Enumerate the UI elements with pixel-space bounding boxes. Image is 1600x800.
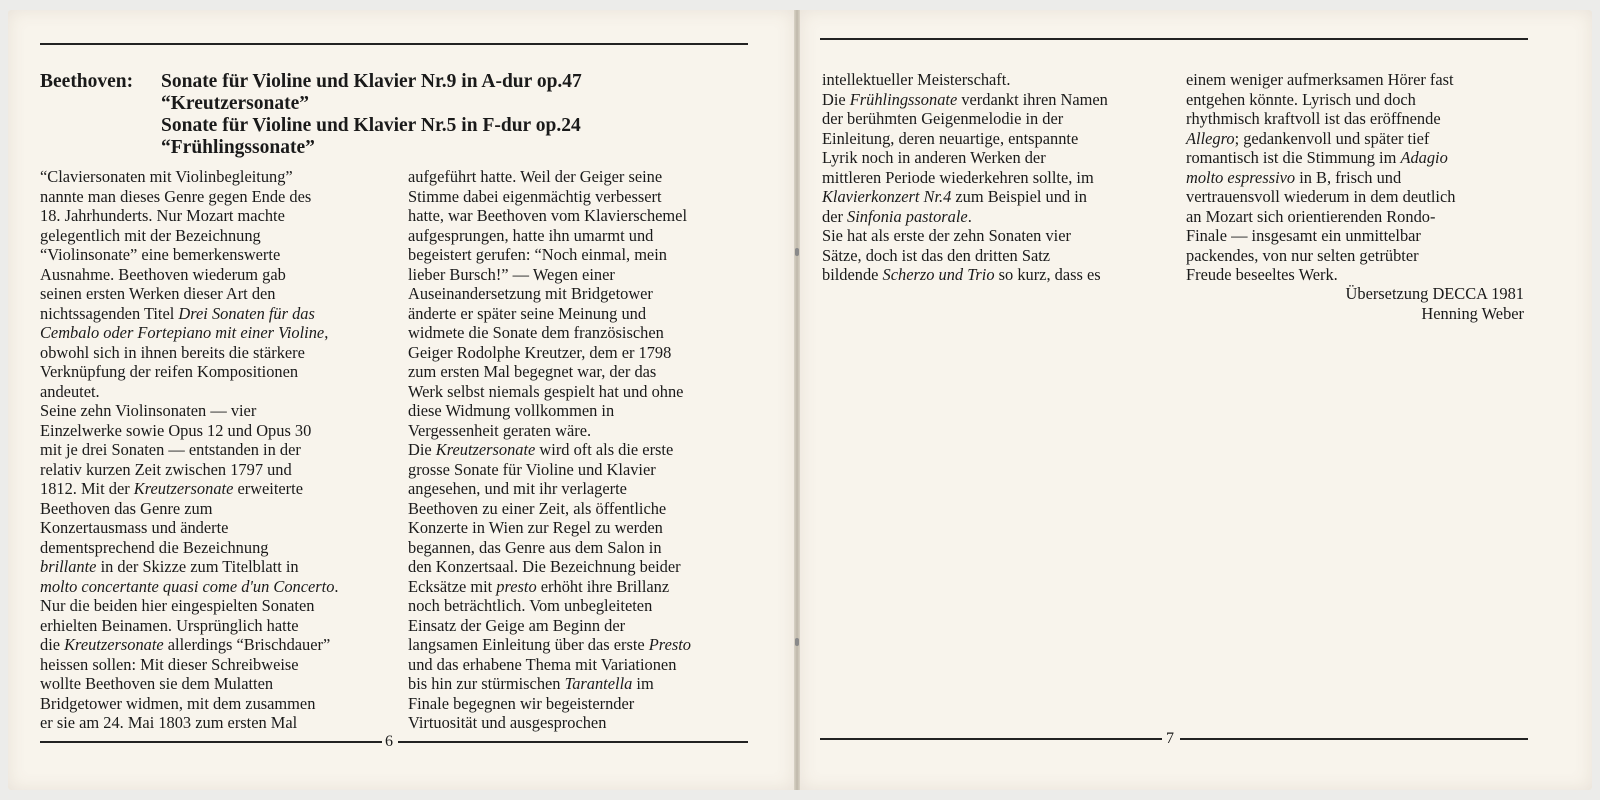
text-line: [822, 70, 1108, 90]
footer-rule-right-b: [1180, 738, 1528, 740]
text-run: intellektueller Meisterschaft.: [822, 70, 1011, 89]
text-line: [408, 655, 691, 675]
text-line: [40, 635, 339, 655]
text-line: [40, 440, 339, 460]
text-run: Auseinandersetzung mit Bridgetower: [408, 284, 653, 303]
text-line: [40, 499, 339, 519]
text-line: [1186, 148, 1455, 168]
text-run: Die: [822, 89, 850, 109]
italic-run: Scherzo und Trio: [882, 265, 995, 284]
text-run: 18. Jahrhunderts. Nur Mozart machte: [40, 206, 285, 225]
text-run: Freude beseeltes Werk.: [1186, 265, 1338, 284]
text-line: [408, 343, 691, 363]
text-run: langsamen Einleitung über das erste: [408, 635, 649, 654]
text-line: [1186, 246, 1455, 266]
text-run: erweiterte: [233, 479, 303, 498]
text-line: [40, 518, 339, 538]
text-run: der berühmten Geigenmelodie in der: [822, 109, 1064, 128]
text-run: “Violinsonate” eine bemerkenswerte: [40, 245, 281, 264]
text-run: Ausnahme. Beethoven wiederum gab: [40, 264, 286, 284]
sonata-title-9: Sonate für Violine und Klavier Nr.9 in A-dur op.47: [161, 71, 582, 92]
text-line: [40, 577, 339, 597]
text-line: [1186, 168, 1455, 188]
text-run: Sätze, doch ist das den dritten Satz: [822, 245, 1051, 265]
italic-run: Adagio: [1400, 148, 1448, 167]
text-line: [40, 343, 339, 363]
text-run: zum ersten Mal begegnet war, der das: [408, 362, 657, 381]
text-line: [40, 694, 339, 714]
text-run: diese Widmung vollkommen in: [408, 401, 615, 420]
page-number-right: 7: [1166, 730, 1174, 747]
text-run: aufgesprungen, hatte ihn umarmt und: [408, 225, 654, 245]
text-line: [1186, 265, 1455, 285]
text-run: erhielten Beinamen. Ursprünglich hatte: [40, 615, 299, 635]
text-run: der: [822, 206, 848, 226]
text-run: Beethoven das Genre zum: [40, 498, 213, 518]
text-line: [822, 226, 1108, 246]
text-run: vertrauensvoll wiederum in dem deutlich: [1186, 187, 1456, 206]
text-line: [40, 421, 339, 441]
text-run: Verknüpfung der reifen Kompositionen: [40, 362, 299, 381]
heading-line-1: [40, 71, 582, 93]
text-line: [1186, 226, 1455, 246]
text-line: [40, 713, 339, 733]
page-number-left: 6: [385, 733, 393, 750]
text-line: [40, 557, 339, 577]
text-line: [408, 187, 691, 207]
left-page-column-2: [408, 167, 691, 733]
text-run: begeistert gerufen: “Noch einmal, mein: [408, 245, 667, 264]
text-line: [40, 596, 339, 616]
text-run: Virtuosität und ausgesprochen: [408, 713, 607, 732]
text-line: [40, 226, 339, 246]
page-heading: [40, 71, 582, 159]
text-run: entgehen könnte. Lyrisch und doch: [1186, 89, 1416, 109]
text-line: [40, 538, 339, 558]
text-run: romantisch ist die Stimmung im: [1186, 148, 1401, 167]
text-run: hatte, war Beethoven vom Klavierschemel: [408, 206, 687, 225]
text-run: bis hin zur stürmischen: [408, 674, 565, 693]
italic-run: Cembalo oder Fortepiano mit einer Violine: [40, 323, 325, 342]
text-run: allerdings “Brischdauer”: [163, 635, 331, 654]
text-run: relativ kurzen Zeit zwischen 1797 und: [40, 459, 292, 479]
text-run: Nur die beiden hier eingespielten Sonaten: [40, 596, 315, 615]
text-line: [408, 284, 691, 304]
text-line: [40, 284, 339, 304]
italic-run: Kreutzersonate: [64, 635, 164, 654]
italic-run: Tarantella: [564, 674, 633, 693]
text-line: [40, 187, 339, 207]
text-run: Finale — insgesamt ein unmittelbar: [1186, 226, 1421, 245]
text-line: [408, 226, 691, 246]
text-line: [408, 206, 691, 226]
text-run: Lyrik noch in anderen Werken der: [822, 148, 1046, 167]
text-run: nichtssagenden Titel: [40, 303, 179, 323]
text-run: widmete die Sonate dem französischen: [408, 323, 664, 342]
text-run: .: [334, 576, 339, 596]
text-line: [40, 401, 339, 421]
footer-rule-left-a: [40, 741, 382, 743]
text-run: Einsatz der Geige am Beginn der: [408, 615, 626, 635]
text-line: [408, 304, 691, 324]
top-rule-right: [820, 38, 1528, 40]
text-line: [40, 323, 339, 343]
text-line: [40, 382, 339, 402]
composer-name: Beethoven:: [40, 71, 134, 92]
text-line: [40, 362, 339, 382]
text-line: [40, 655, 339, 675]
text-run: Finale begegnen wir begeisternder: [408, 693, 635, 713]
text-line: [40, 460, 339, 480]
text-run: im: [632, 674, 654, 693]
text-run: 1812. Mit der: [40, 479, 134, 498]
italic-run: Frühlingssonate: [849, 89, 958, 109]
text-run: andeutet.: [40, 381, 100, 401]
italic-run: Sinfonia pastorale: [847, 206, 968, 226]
text-line: [822, 129, 1108, 149]
italic-run: Presto: [648, 635, 691, 654]
text-line: [408, 479, 691, 499]
text-run: änderte er später seine Meinung und: [408, 303, 647, 323]
text-line: [408, 323, 691, 343]
text-line: [822, 187, 1108, 207]
text-run: Stimme dabei eigenmächtig verbessert: [408, 186, 662, 206]
text-run: Geiger Rodolphe Kreutzer, dem er 1798: [408, 342, 672, 362]
italic-run: molto concertante quasi come d'un Concerto: [40, 576, 335, 596]
text-run: seinen ersten Werken dieser Art den: [40, 284, 276, 303]
text-line: [40, 167, 339, 187]
text-line: [1186, 129, 1455, 149]
text-run: Ecksätze mit: [408, 576, 497, 596]
text-run: an Mozart sich orientierenden Rondo-: [1186, 206, 1436, 226]
text-run: rhythmisch kraftvoll ist das eröffnende: [1186, 109, 1441, 128]
text-line: [408, 167, 691, 187]
text-line: [40, 206, 339, 226]
staple-bottom: [795, 638, 799, 646]
text-run: mit je drei Sonaten — entstanden in der: [40, 440, 301, 459]
text-line: [1186, 109, 1455, 129]
text-run: dementsprechend die Bezeichnung: [40, 537, 269, 557]
text-line: [408, 440, 691, 460]
text-run: obwohl sich in ihnen bereits die stärkere: [40, 342, 305, 362]
text-run: zum Beispiel und in: [951, 187, 1087, 206]
italic-run: Drei Sonaten für das: [178, 303, 315, 323]
staple-top: [795, 248, 799, 256]
text-run: verdankt ihren Namen: [957, 89, 1108, 109]
translation-credit: [1186, 284, 1524, 323]
text-run: gelegentlich mit der Bezeichnung: [40, 225, 261, 245]
text-line: [40, 674, 339, 694]
text-run: und das erhabene Thema mit Variationen: [408, 654, 677, 674]
text-line: [408, 596, 691, 616]
italic-run: Kreutzersonate: [133, 479, 234, 498]
text-line: [822, 90, 1108, 110]
italic-run: Klavierkonzert Nr.4: [822, 187, 952, 206]
text-run: begannen, das Genre aus dem Salon in: [408, 537, 662, 557]
text-line: [1186, 90, 1455, 110]
text-run: Seine zehn Violinsonaten — vier: [40, 401, 257, 420]
text-run: “Claviersonaten mit Violinbegleitung”: [40, 167, 293, 186]
text-line: [822, 148, 1108, 168]
italic-run: Kreutzersonate: [435, 440, 536, 459]
text-run: aufgeführt hatte. Weil der Geiger seine: [408, 167, 663, 186]
text-run: Bridgetower widmen, mit dem zusammen: [40, 693, 316, 713]
text-line: [1186, 70, 1455, 90]
text-run: Konzerte in Wien zur Regel zu werden: [408, 518, 663, 537]
text-run: .: [967, 206, 972, 226]
text-run: Einleitung, deren neuartige, entspannte: [822, 128, 1079, 148]
text-run: bildende: [822, 265, 883, 284]
text-line: [408, 421, 691, 441]
text-line: [822, 246, 1108, 266]
text-line: [40, 265, 339, 285]
text-line: [1186, 207, 1455, 227]
text-run: einem weniger aufmerksamen Hörer fast: [1186, 70, 1454, 89]
italic-run: brillante: [40, 557, 97, 576]
text-run: Sie hat als erste der zehn Sonaten vier: [822, 226, 1071, 245]
text-run: nannte man dieses Genre gegen Ende des: [40, 186, 312, 206]
text-run: lieber Bursch!” — Wegen einer: [408, 264, 615, 284]
text-line: [408, 557, 691, 577]
text-line: [408, 577, 691, 597]
text-line: [408, 713, 691, 733]
italic-run: presto: [496, 576, 537, 596]
text-line: [408, 460, 691, 480]
text-run: angesehen, und mit ihr verlagerte: [408, 479, 627, 498]
text-line: [408, 694, 691, 714]
text-run: wird oft als die erste: [535, 440, 674, 459]
text-run: so kurz, dass es: [994, 265, 1101, 284]
italic-run: Allegro: [1186, 128, 1235, 148]
left-page-column-1: [40, 167, 339, 733]
text-run: Beethoven zu einer Zeit, als öffentliche: [408, 498, 667, 518]
text-line: [408, 362, 691, 382]
text-run: Einzelwerke sowie Opus 12 und Opus 30: [40, 420, 312, 440]
translation-credit-line: Übersetzung DECCA 1981: [1345, 284, 1524, 303]
text-run: heissen sollen: Mit dieser Schreibweise: [40, 654, 299, 674]
text-line: [408, 245, 691, 265]
text-run: in B, frisch und: [1295, 167, 1402, 187]
text-line: [822, 168, 1108, 188]
text-line: [40, 245, 339, 265]
text-line: [408, 616, 691, 636]
text-run: Die: [408, 440, 436, 459]
text-line: [408, 518, 691, 538]
text-run: er sie am 24. Mai 1803 zum ersten Mal: [40, 713, 298, 732]
text-line: [408, 265, 691, 285]
text-line: [408, 635, 691, 655]
footer-rule-right-a: [820, 738, 1162, 740]
text-run: die: [40, 635, 65, 654]
text-line: [408, 401, 691, 421]
text-run: packendes, von nur selten getrübter: [1186, 245, 1419, 265]
translator-name: Henning Weber: [1421, 303, 1524, 323]
text-run: Vergessenheit geraten wäre.: [408, 420, 592, 440]
text-line: [408, 674, 691, 694]
text-run: den Konzertsaal. Die Bezeichnung beider: [408, 557, 681, 576]
footer-rule-left-b: [398, 741, 748, 743]
sonata-nickname-9: “Kreutzersonate”: [161, 93, 310, 114]
text-run: ,: [324, 323, 329, 342]
text-run: Werk selbst niemals gespielt hat und ohne: [408, 381, 684, 401]
top-rule-left: [40, 43, 748, 45]
text-line: [40, 479, 339, 499]
text-line: [822, 109, 1108, 129]
text-run: Konzertausmass und änderte: [40, 518, 229, 537]
text-line: [40, 616, 339, 636]
text-run: erhöht ihre Brillanz: [536, 576, 670, 596]
text-line: [408, 382, 691, 402]
text-run: in der Skizze zum Titelblatt in: [96, 557, 299, 576]
text-run: wollte Beethoven sie dem Mulatten: [40, 674, 274, 693]
text-line: [40, 304, 339, 324]
text-run: grosse Sonate für Violine und Klavier: [408, 459, 656, 479]
text-line: [822, 265, 1108, 285]
text-line: [408, 499, 691, 519]
sonata-title-5: Sonate für Violine und Klavier Nr.5 in F-dur op.24: [161, 115, 581, 136]
text-run: mittleren Periode wiederkehren sollte, im: [822, 167, 1094, 187]
text-line: [1186, 187, 1455, 207]
right-page-column-1: [822, 70, 1108, 285]
right-page-column-2: [1186, 70, 1455, 285]
italic-run: molto espressivo: [1186, 167, 1296, 187]
text-line: [408, 538, 691, 558]
text-run: noch beträchtlich. Vom unbegleiteten: [408, 596, 653, 615]
text-run: ; gedankenvoll und später tief: [1234, 128, 1430, 148]
sonata-nickname-5: “Frühlingssonate”: [161, 137, 315, 158]
text-line: [822, 207, 1108, 227]
